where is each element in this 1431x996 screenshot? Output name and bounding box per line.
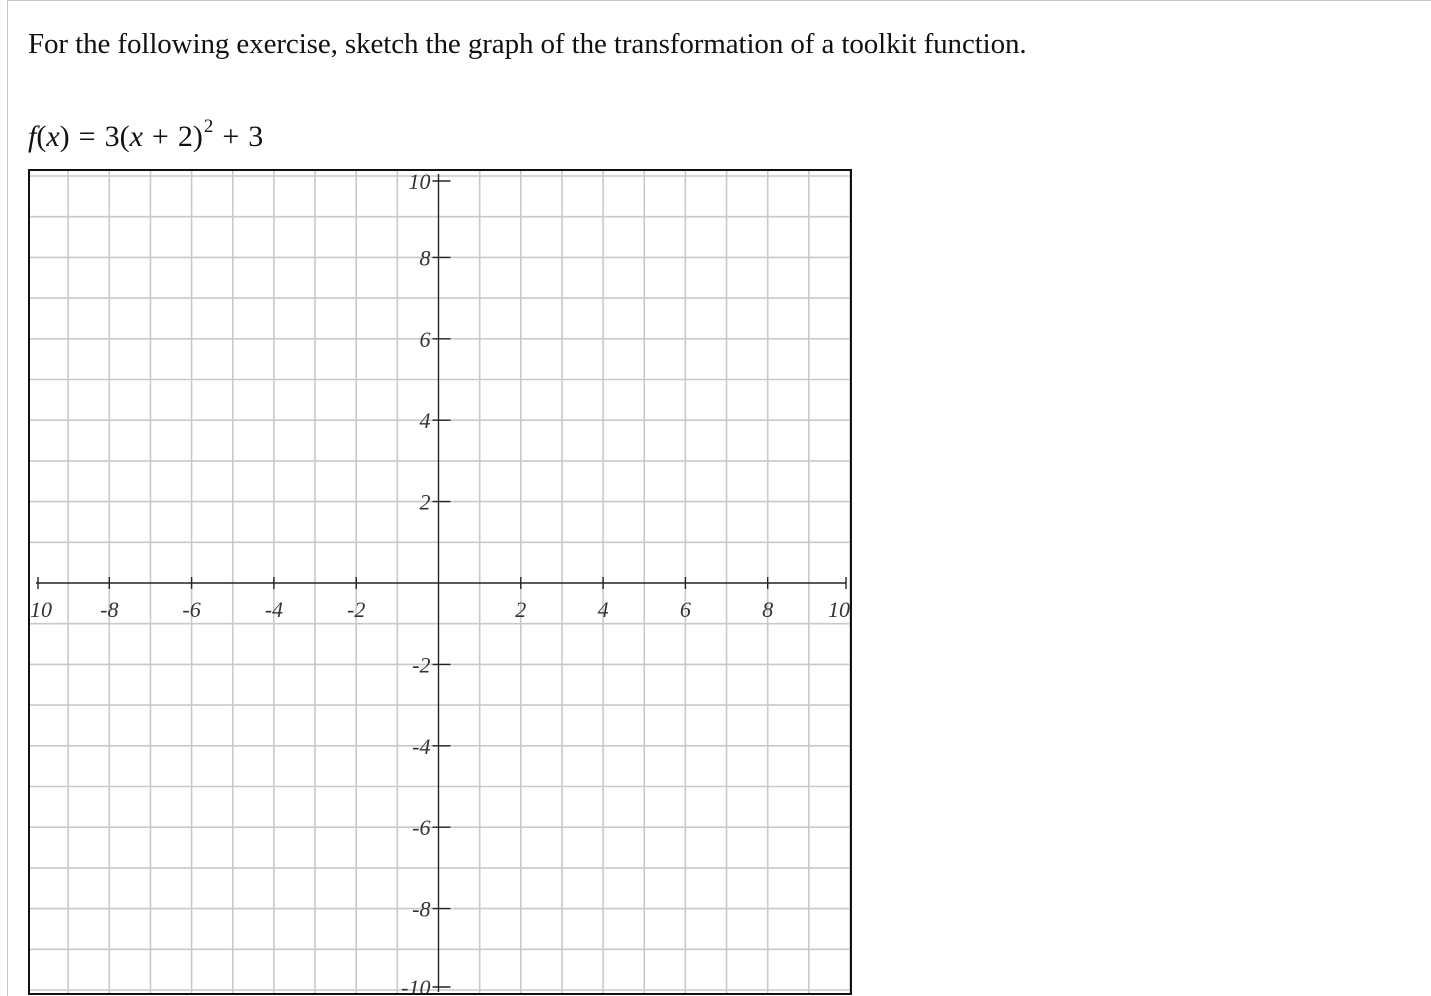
formula-close-paren: ) [59,120,70,153]
y-tick-label: 6 [419,326,431,352]
formula-equals: = [78,120,96,153]
y-tick-label: 4 [419,408,431,434]
x-tick-label: -6 [182,597,201,622]
axis-ticks [38,181,846,987]
formula-variable: x [129,120,143,153]
y-tick-label: -8 [412,896,431,922]
formula-plus-sign: + [151,120,169,153]
formula-lhs-variable: x [46,120,60,153]
x-tick-label: -2 [347,597,366,622]
x-tick-label: 10 [828,597,850,622]
graph-frame [29,170,851,994]
y-tick-label: 2 [419,489,431,515]
graph-area[interactable] [28,169,852,995]
x-tick-label: 8 [762,597,774,622]
formula-exponent: 2 [203,116,214,137]
y-tick-label: -10 [401,975,431,995]
formula-shift: 2) [177,120,203,153]
x-tick-label: -4 [264,597,284,622]
axes [36,174,846,992]
x-tick-label: 10 [30,597,52,622]
y-tick-label: -6 [412,815,431,841]
y-tick-label: -2 [412,652,431,678]
formula-open-paren: ( [36,120,47,153]
y-tick-label: 8 [419,245,431,271]
formula-constant: 3 [248,120,264,153]
y-tick-label: 10 [408,169,431,194]
x-tick-label: 6 [679,597,691,622]
x-tick-label: 4 [597,597,609,622]
function-formula [28,116,263,162]
formula-function-name: f [28,120,37,153]
coordinate-grid[interactable] [28,169,852,995]
grid-lines [28,169,852,995]
x-tick-label: -8 [100,597,119,622]
formula-coefficient: 3( [104,120,130,153]
x-tick-label: 2 [515,597,527,622]
question-instruction: For the following exercise, sketch the graph of the transformation of a toolkit function. [28,28,1027,60]
y-tick-label: -4 [412,733,431,759]
formula-plus-sign-2: + [222,120,240,153]
